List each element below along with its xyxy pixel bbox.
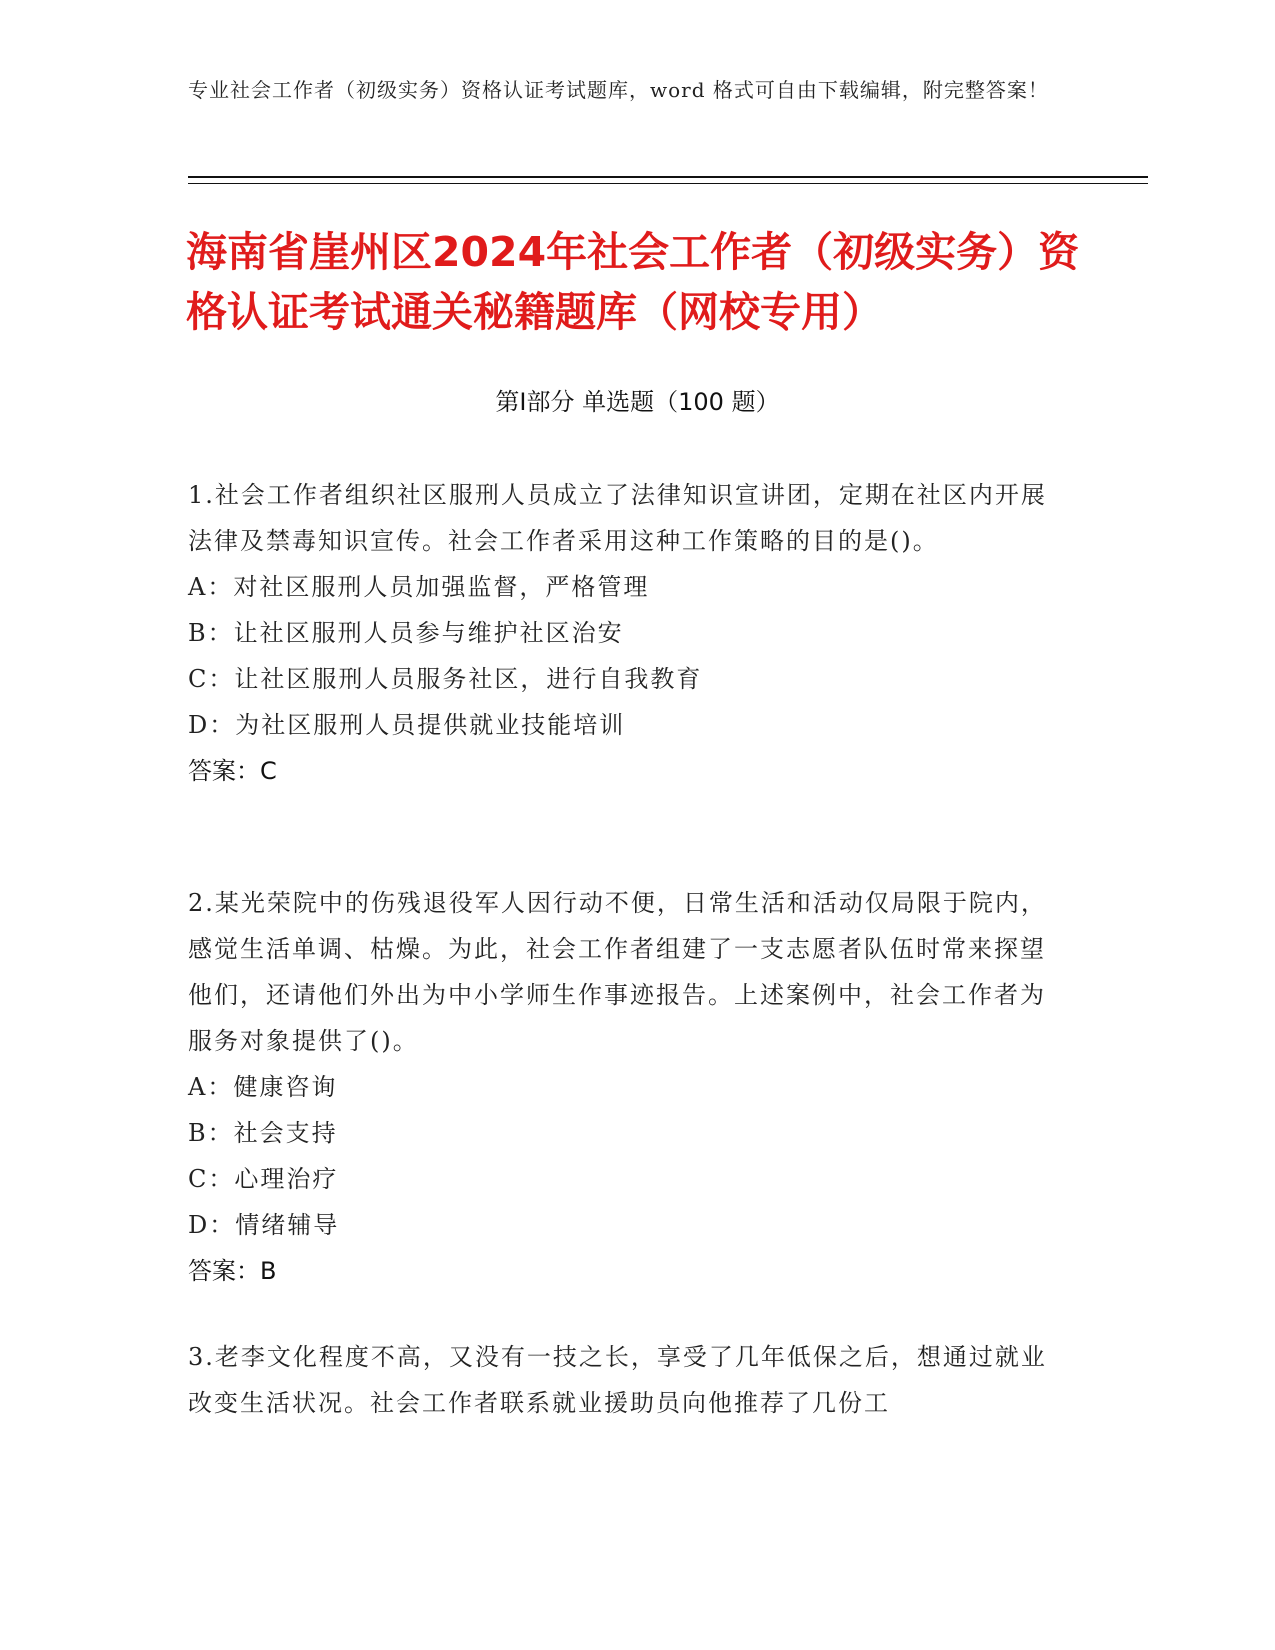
option-a: A：对社区服刑人员加强监督，严格管理: [188, 573, 650, 601]
question-2: [188, 880, 1068, 1294]
question-3: [188, 1334, 1068, 1426]
document-title: 海南省崖州区2024年社会工作者（初级实务）资格认证考试通关秘籍题库（网校专用）: [186, 228, 1080, 336]
header-note: 专业社会工作者（初级实务）资格认证考试题库，word 格式可自由下载编辑，附完整答案！: [188, 78, 1049, 102]
answer: 答案：B: [188, 1257, 277, 1285]
question-stem: 1.社会工作者组织社区服刑人员成立了法律知识宣讲团，定期在社区内开展法律及禁毒知识宣传。社会工作者采用这种工作策略的目的是()。: [188, 481, 1047, 555]
question-stem: 3.老李文化程度不高，又没有一技之长，享受了几年低保之后，想通过就业改变生活状况。社会工作者联系就业援助员向他推荐了几份工: [188, 1343, 1047, 1417]
option-b: B：让社区服刑人员参与维护社区治安: [188, 619, 624, 647]
option-c: C：心理治疗: [188, 1165, 339, 1193]
option-b: B：社会支持: [188, 1119, 338, 1147]
option-d: D：为社区服刑人员提供就业技能培训: [188, 711, 626, 739]
option-a: A：健康咨询: [188, 1073, 338, 1101]
question-1: [188, 472, 1068, 794]
answer: 答案：C: [188, 757, 277, 785]
header-divider-thin: [188, 183, 1148, 184]
question-stem: 2.某光荣院中的伤残退役军人因行动不便，日常生活和活动仅局限于院内，感觉生活单调、枯燥。为此，社会工作者组建了一支志愿者队伍时常来探望他们，还请他们外出为中小学师生作事迹报告。上述案例中，社会工作者为服务对象提供了()。: [188, 889, 1047, 1055]
header-divider-thick: [188, 176, 1148, 178]
option-d: D：情绪辅导: [188, 1211, 340, 1239]
section-heading: 第Ⅰ部分 单选题（100 题）: [495, 388, 780, 416]
option-c: C：让社区服刑人员服务社区，进行自我教育: [188, 665, 703, 693]
